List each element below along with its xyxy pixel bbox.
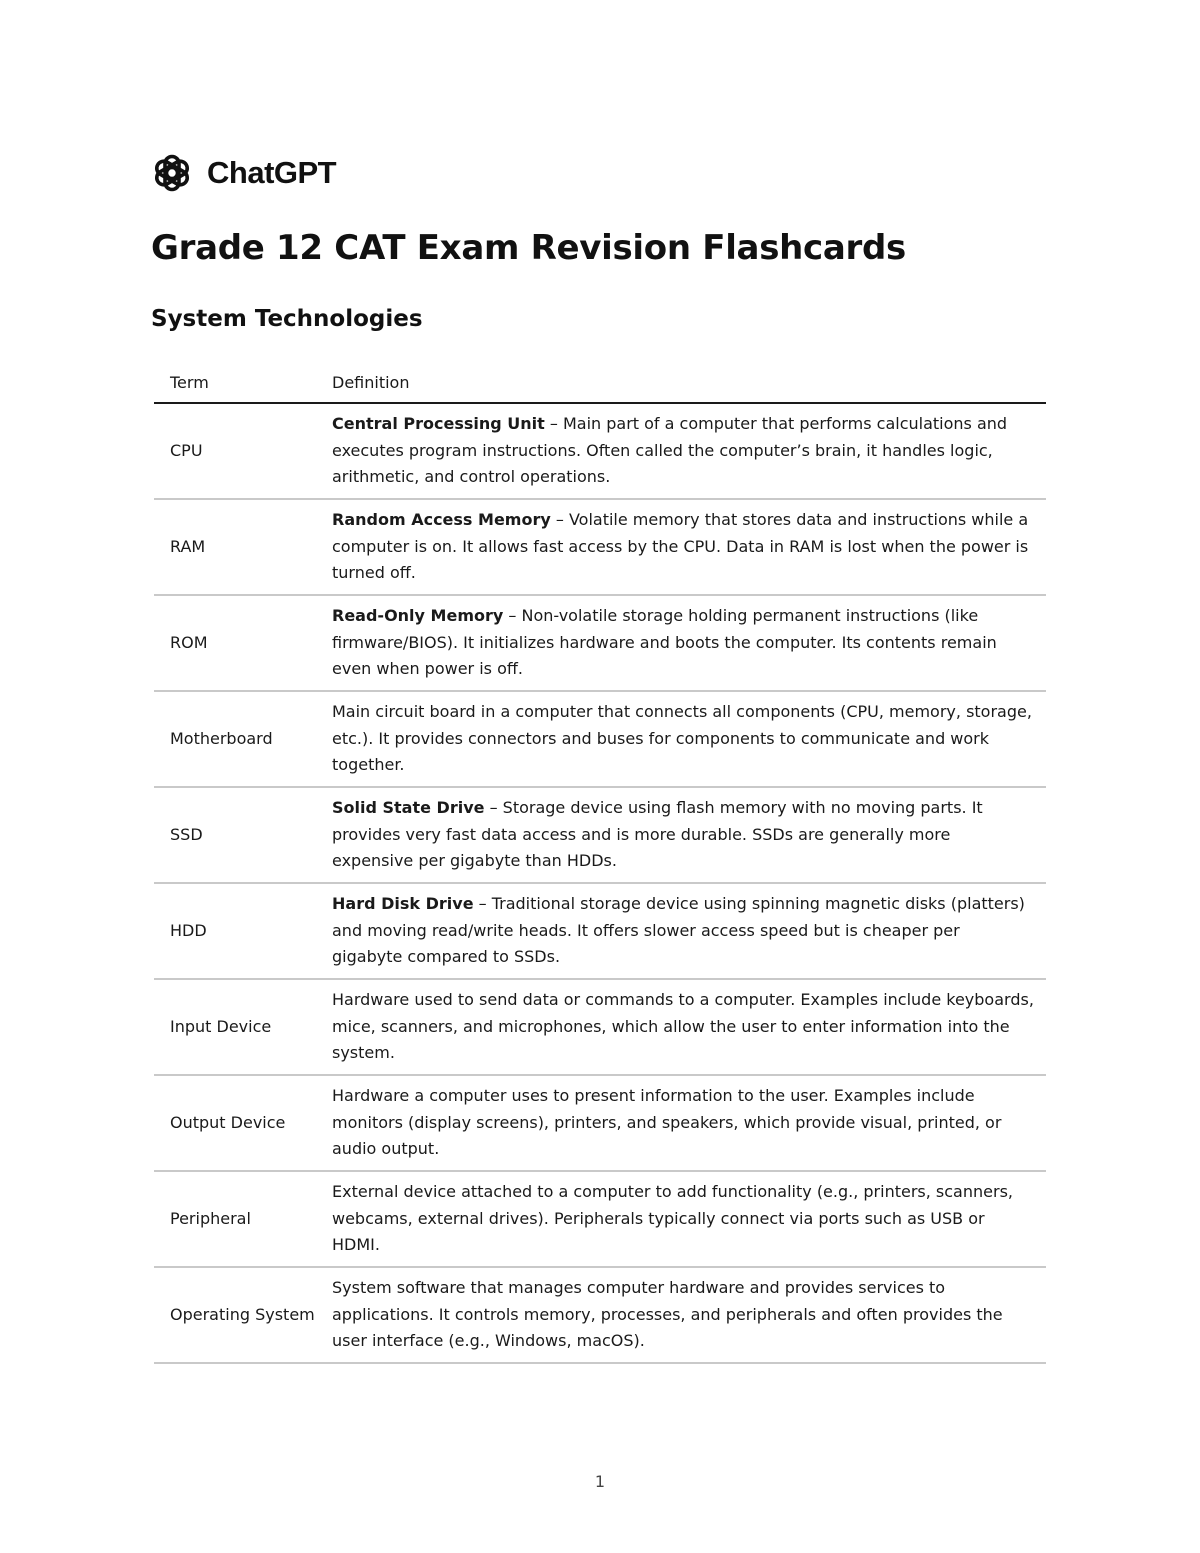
page-number: 1 (594, 1472, 606, 1491)
definition-cell (316, 1075, 1046, 1171)
table-row (154, 979, 1046, 1075)
table-row (154, 595, 1046, 691)
table-row (154, 787, 1046, 883)
definition-text: – Non-volatile storage holding permanent instructions (like firmware/BIOS). It initializes hardware and boots the computer. Its contents remain even when power is off. (332, 606, 997, 679)
definition-cell (316, 1267, 1046, 1363)
term-full-name: Hard Disk Drive (332, 894, 474, 914)
definition-text: Hardware used to send data or commands to a computer. Examples include keyboards, mice, scanners, and microphones, which allow the user to enter information into the system. (332, 990, 1034, 1063)
definition-text: – Storage device using flash memory with no moving parts. It provides very fast data access and is more durable. SSDs are generally more expensive per gigabyte than HDDs. (332, 798, 983, 871)
definition-text: – Traditional storage device using spinning magnetic disks (platters) and moving read/write heads. It offers slower access speed but is cheaper per gigabyte compared to SSDs. (332, 894, 1025, 967)
definition-cell (316, 403, 1046, 499)
term-cell: Operating System (154, 1267, 316, 1363)
definition-text: Main circuit board in a computer that connects all components (CPU, memory, storage, etc.). It provides connectors and buses for components to communicate and work together. (332, 702, 1032, 775)
table-row (154, 1267, 1046, 1363)
table-row (154, 1171, 1046, 1267)
table-header-row (154, 362, 1046, 403)
definition-cell (316, 787, 1046, 883)
term-full-name: Central Processing Unit (332, 414, 545, 434)
term-cell: CPU (154, 403, 316, 499)
definition-cell (316, 595, 1046, 691)
table-row (154, 883, 1046, 979)
term-cell: Output Device (154, 1075, 316, 1171)
term-full-name: Read-Only Memory (332, 606, 504, 626)
term-full-name: Solid State Drive (332, 798, 485, 818)
definition-cell (316, 979, 1046, 1075)
definition-text: External device attached to a computer to add functionality (e.g., printers, scanners, webcams, external drives). Peripherals typically connect via ports such as USB or HDMI. (332, 1182, 1013, 1255)
definition-cell (316, 691, 1046, 787)
document-title: Grade 12 CAT Exam Revision Flashcards (151, 228, 906, 268)
term-cell: Input Device (154, 979, 316, 1075)
openai-knot-icon (151, 152, 193, 194)
logo-text: ChatGPT (207, 155, 337, 190)
table-row (154, 691, 1046, 787)
table-row (154, 1075, 1046, 1171)
term-cell: ROM (154, 595, 316, 691)
term-cell: RAM (154, 499, 316, 595)
term-cell: SSD (154, 787, 316, 883)
term-cell: Motherboard (154, 691, 316, 787)
term-column-header: Term (154, 362, 316, 403)
definition-cell (316, 499, 1046, 595)
definition-text: Hardware a computer uses to present information to the user. Examples include monitors (display screens), printers, and speakers, which provide visual, printed, or audio output. (332, 1086, 1002, 1159)
term-full-name: Random Access Memory (332, 510, 551, 530)
definition-column-header: Definition (316, 362, 1046, 403)
definition-cell (316, 1171, 1046, 1267)
term-cell: HDD (154, 883, 316, 979)
table-row (154, 499, 1046, 595)
definition-text: – Volatile memory that stores data and instructions while a computer is on. It allows fast access by the CPU. Data in RAM is lost when the power is turned off. (332, 510, 1029, 583)
section-heading: System Technologies (151, 306, 423, 332)
definition-text: System software that manages computer hardware and provides services to applications. It controls memory, processes, and peripherals and often provides the user interface (e.g., Windows, macOS). (332, 1278, 1003, 1351)
chatgpt-logo (151, 152, 336, 194)
definition-cell (316, 883, 1046, 979)
term-cell: Peripheral (154, 1171, 316, 1267)
flashcard-table (154, 362, 1046, 1364)
definition-text: – Main part of a computer that performs calculations and executes program instructions. Often called the computer’s brain, it handles logic, arithmetic, and control operations. (332, 414, 1008, 487)
table-row (154, 403, 1046, 499)
